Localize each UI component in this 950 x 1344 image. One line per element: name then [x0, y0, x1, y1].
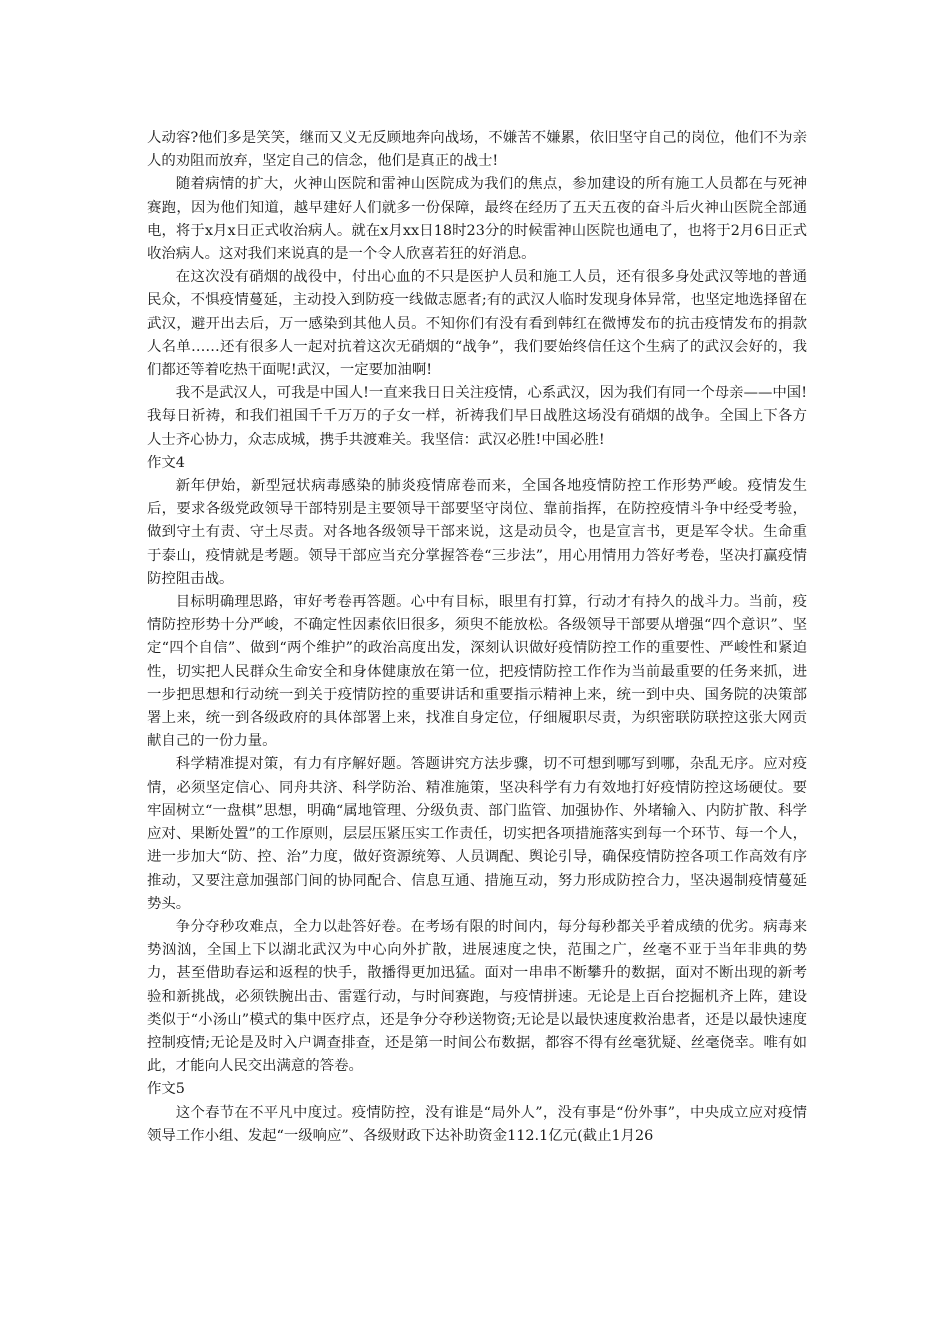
paragraph-2: 随着病情的扩大，火神山医院和雷神山医院成为我们的焦点，参加建设的所有施工人员都在与死神赛跑，因为他们知道，越早建好人们就多一份保障，最终在经历了五天五夜的奋斗后火神山医院全部通电，将于x月x日正式收治病人。就在x月xx日18时23分的时候雷神山医院也通电了，也将于2月6日正式收治病人。这对我们来说真的是一个令人欣喜若狂的好消息。	[147, 176, 807, 263]
document-page	[147, 127, 807, 1148]
paragraph-1: 人动容?他们多是笑笑，继而又义无反顾地奔向战场，不嫌苦不嫌累，依旧坚守自己的岗位，他们不为亲人的劝阻而放弃，坚定自己的信念，他们是真正的战士!	[147, 130, 807, 170]
paragraph-6: 目标明确理思路，审好考卷再答题。心中有目标，眼里有打算，行动才有持久的战斗力。当前，疫情防控形势十分严峻，不确定性因素依旧很多，须臾不能放松。各级领导干部要从增强“四个意识”、坚定“四个自信”、做到“两个维护”的政治高度出发，深刻认识做好疫情防控工作的重要性、严峻性和紧迫性，切实把人民群众生命安全和身体健康放在第一位，把疫情防控工作作为当前最重要的任务来抓，进一步把思想和行动统一到关于疫情防控的重要讲话和重要指示精神上来，统一到中央、国务院的决策部署上来，统一到各级政府的具体部署上来，找准自身定位，仔细履职尽责，为织密联防联控这张大网贡献自己的一份力量。	[147, 594, 807, 750]
paragraph-5: 新年伊始，新型冠状病毒感染的肺炎疫情席卷而来，全国各地疫情防控工作形势严峻。疫情发生后，要求各级党政领导干部特别是主要领导干部要坚守岗位、靠前指挥，在防控疫情斗争中经受考验，做到守土有责、守土尽责。对各地各级领导干部来说，这是动员令，也是宣言书，更是军令状。生命重于泰山，疫情就是考题。领导干部应当充分掌握答卷“三步法”，用心用情用力答好考卷，坚决打赢疫情防控阻击战。	[147, 478, 807, 587]
paragraph-3: 在这次没有硝烟的战役中，付出心血的不只是医护人员和施工人员，还有很多身处武汉等地的普通民众，不惧疫情蔓延，主动投入到防疫一线做志愿者;有的武汉人临时发现身体异常，也坚定地选择留在武汉，避开出去后，万一感染到其他人员。不知你们有没有看到韩红在微博发布的抗击疫情发布的捐款人名单……还有很多人一起对抗着这次无硝烟的“战争”，我们要始终信任这个生病了的武汉会好的，我们都还等着吃热干面呢!武汉，一定要加油啊!	[147, 269, 807, 379]
section-heading-essay-4: 作文4	[147, 454, 185, 471]
section-heading-essay-5: 作文5	[147, 1081, 185, 1098]
paragraph-7: 科学精准提对策，有力有序解好题。答题讲究方法步骤，切不可想到哪写到哪，杂乱无序。应对疫情，必须坚定信心、同舟共济、科学防治、精准施策，坚决科学有力有效地打好疫情防控这场硬仗。要牢固树立“一盘棋”思想，明确“属地管理、分级负责、部门监管、加强协作、外堵输入、内防扩散、科学应对、果断处置”的工作原则，层层压紧压实工作责任，切实把各项措施落实到每一个环节、每一个人，进一步加大“防、控、治”力度，做好资源统筹、人员调配、舆论引导，确保疫情防控各项工作高效有序推动，又要注意加强部门间的协同配合、信息互通、措施互动，努力形成防控合力，坚决遏制疫情蔓延势头。	[147, 756, 807, 912]
paragraph-9: 这个春节在不平凡中度过。疫情防控，没有谁是“局外人”，没有事是“份外事”，中央成立应对疫情领导工作小组、发起“一级响应”、各级财政下达补助资金112.1亿元(截止1月26	[147, 1104, 807, 1144]
paragraph-8: 争分夺秒攻难点，全力以赴答好卷。在考场有限的时间内，每分每秒都关乎着成绩的优劣。病毒来势汹汹，全国上下以湖北武汉为中心向外扩散，进展速度之快，范围之广，丝毫不亚于当年非典的势力，甚至借助春运和返程的快手，散播得更加迅猛。面对一串串不断攀升的数据，面对不断出现的新考验和新挑战，必须铁腕出击、雷霆行动，与时间赛跑，与疫情拼速。无论是上百台挖掘机齐上阵，建设类似于“小汤山”模式的集中医疗点，还是争分夺秒送物资;无论是以最快速度救治患者，还是以最快速度控制疫情;无论是及时入户调查排查，还是第一时间公布数据，都容不得有丝毫犹疑、丝毫侥幸。唯有如此，才能向人民交出满意的答卷。	[147, 918, 807, 1075]
paragraph-4: 我不是武汉人，可我是中国人!一直来我日日关注疫情，心系武汉，因为我们有同一个母亲——中国!我每日祈祷，和我们祖国千千万万的子女一样，祈祷我们早日战胜这场没有硝烟的战争。全国上下各方人士齐心协力，众志成城，携手共渡难关。我坚信：武汉必胜!中国必胜!	[147, 385, 807, 448]
